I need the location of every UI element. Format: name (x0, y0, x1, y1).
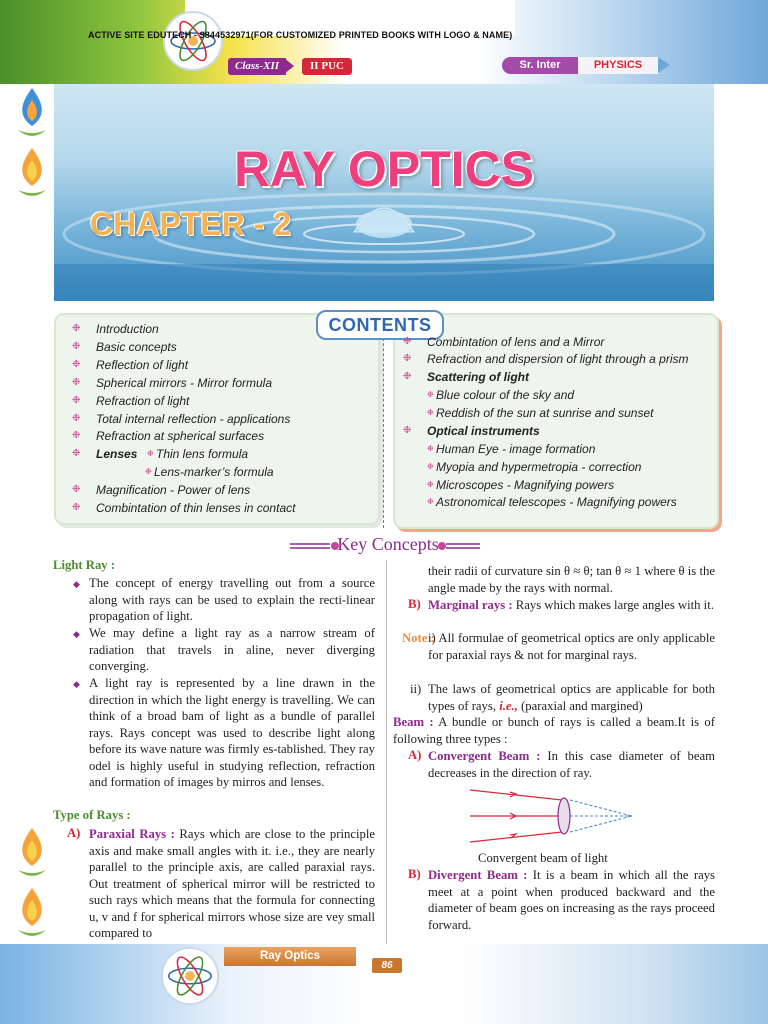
decorative-drop-icon (14, 146, 50, 202)
convergent-beam-diagram (466, 780, 646, 850)
atom-logo-icon (160, 946, 220, 1006)
toc-item: ❉ Combintation of thin lenses in contact (72, 501, 296, 515)
contents-divider (383, 318, 384, 528)
page-number: 86 (372, 958, 402, 973)
class-tag-arrow (284, 58, 294, 74)
toc-subitem: ❉ Astronomical telescopes - Magnifying powers (427, 495, 677, 509)
bullet-paragraph: ◆ A light ray is represented by a line drawn in the direction in which the light energy is travelling. We can think of a broad bam of light as a bundle of parallel rays. Rays concept was used to describe light along before its wave nature was firmly es-tablished. They ray odel is highly useful in studying reflection, refraction and formation of images by mirros and lenses. (73, 676, 375, 789)
footer-band (0, 944, 768, 1024)
toc-subitem: ❉ Reddish of the sun at sunrise and sunset (427, 406, 654, 420)
toc-subitem: ❉ Human Eye - image formation (427, 442, 596, 456)
toc-subitem: ❉ Blue colour of the sky and (427, 388, 575, 402)
item-label: A) (67, 826, 81, 840)
decorative-drop-icon (14, 826, 50, 882)
type-of-rays-heading: Type of Rays : (53, 808, 131, 822)
decorative-drop-icon (14, 86, 50, 142)
toc-item: ❉ Total internal reflection - applications (72, 412, 291, 426)
toc-item: ❉ Basic concepts (72, 340, 177, 354)
beam-paragraph: Beam : A bundle or bunch of rays is called a beam.It is of following three types : (393, 715, 715, 746)
toc-item: ❉ Combintation of lens and a Mirror (403, 335, 605, 349)
subject-tag: PHYSICS (578, 57, 658, 74)
key-concepts-heading: Key Concepts (337, 534, 439, 554)
puc-tag: II PUC (302, 58, 352, 75)
toc-subitem: ❉ Thin lens formula (147, 447, 249, 461)
class-tag: Class-XII (228, 58, 286, 75)
toc-subitem: ❉ Myopia and hypermetropia - correction (427, 460, 642, 474)
toc-subitem: ❉ Microscopes - Magnifying powers (427, 478, 615, 492)
toc-item: ❉ Spherical mirrors - Mirror formula (72, 376, 273, 390)
decorative-drop-icon (14, 886, 50, 942)
convergent-beam-paragraph: Convergent Beam : In this case diameter of beam decreases in the direction of ray. (428, 749, 715, 780)
note-item: i) All formulae of geometrical optics are only applicable for paraxial rays & not for marginal rays. (428, 631, 715, 662)
toc-item: ❉ Magnification - Power of lens (72, 483, 251, 497)
divergent-beam-paragraph: Divergent Beam : It is a beam in which all the rays meet at a point when produced backward and the diameter of beam goes on increasing as the rays proceed forward. (428, 868, 715, 932)
note-item-label: ii) (410, 682, 422, 696)
subject-tag-arrow (658, 57, 670, 73)
item-label: B) (408, 867, 421, 881)
item-label: B) (408, 597, 421, 611)
bullet-paragraph: ◆ We may define a light ray as a narrow stream of radiation that travels in aline, never diverging converging. (73, 626, 375, 673)
header-notice: ACTIVE SITE EDUTECH - 9844532971(FOR CUSTOMIZED PRINTED BOOKS WITH LOGO & NAME) (88, 30, 513, 40)
bullet-paragraph: ◆ The concept of energy travelling out from a source along with rays can be used to explain the recti-linear propagation of light. (73, 576, 375, 623)
paraxial-rays-paragraph: Paraxial Rays : Rays which are close to the principle axis and make small angles with it. i.e., they are nearly parallel to the principle axis, are called paraxial rays. Out treatment of spherical mirror will be restricted to such rays which means that the formula for connecting u, v and f for spherical mirrors whose size are vey small compared to (89, 827, 375, 940)
toc-item: ❉ Refraction and dispersion of light through a prism (403, 352, 689, 366)
item-label: A) (408, 748, 422, 762)
figure-caption: Convergent beam of light (478, 851, 608, 865)
note-heading: Note : (402, 631, 435, 645)
toc-item: ❉ Reflection of light (72, 358, 189, 372)
toc-item: ❉ Refraction at spherical surfaces (72, 429, 265, 443)
toc-subitem: ❉ Lens-marker’s formula (145, 465, 274, 479)
page-title: RAY OPTICS (233, 141, 535, 197)
contents-heading: CONTENTS (316, 310, 444, 340)
continued-paragraph: their radii of curvature sin θ ≈ θ; tan θ ≈ 1 where θ is the angle made by the rays with normal. (428, 564, 715, 595)
toc-item-scattering: ❉ Scattering of light (403, 370, 529, 384)
chapter-label: CHAPTER - 2 (90, 206, 291, 242)
light-ray-heading: Light Ray : (53, 558, 116, 572)
toc-item: ❉ Introduction (72, 322, 159, 336)
note-item: The laws of geometrical optics are applicable for both types of rays, i.e., (paraxial and margined) (428, 682, 715, 713)
marginal-rays-paragraph: Marginal rays : Rays which makes large angles with it. (428, 598, 714, 612)
column-divider (386, 560, 387, 950)
toc-item: ❉ Refraction of light (72, 394, 190, 408)
toc-item-lenses: ❉ Lenses (72, 447, 138, 461)
toc-item-optical: ❉ Optical instruments (403, 424, 540, 438)
level-tag: Sr. Inter (502, 57, 578, 74)
footer-title: Ray Optics (224, 947, 356, 966)
